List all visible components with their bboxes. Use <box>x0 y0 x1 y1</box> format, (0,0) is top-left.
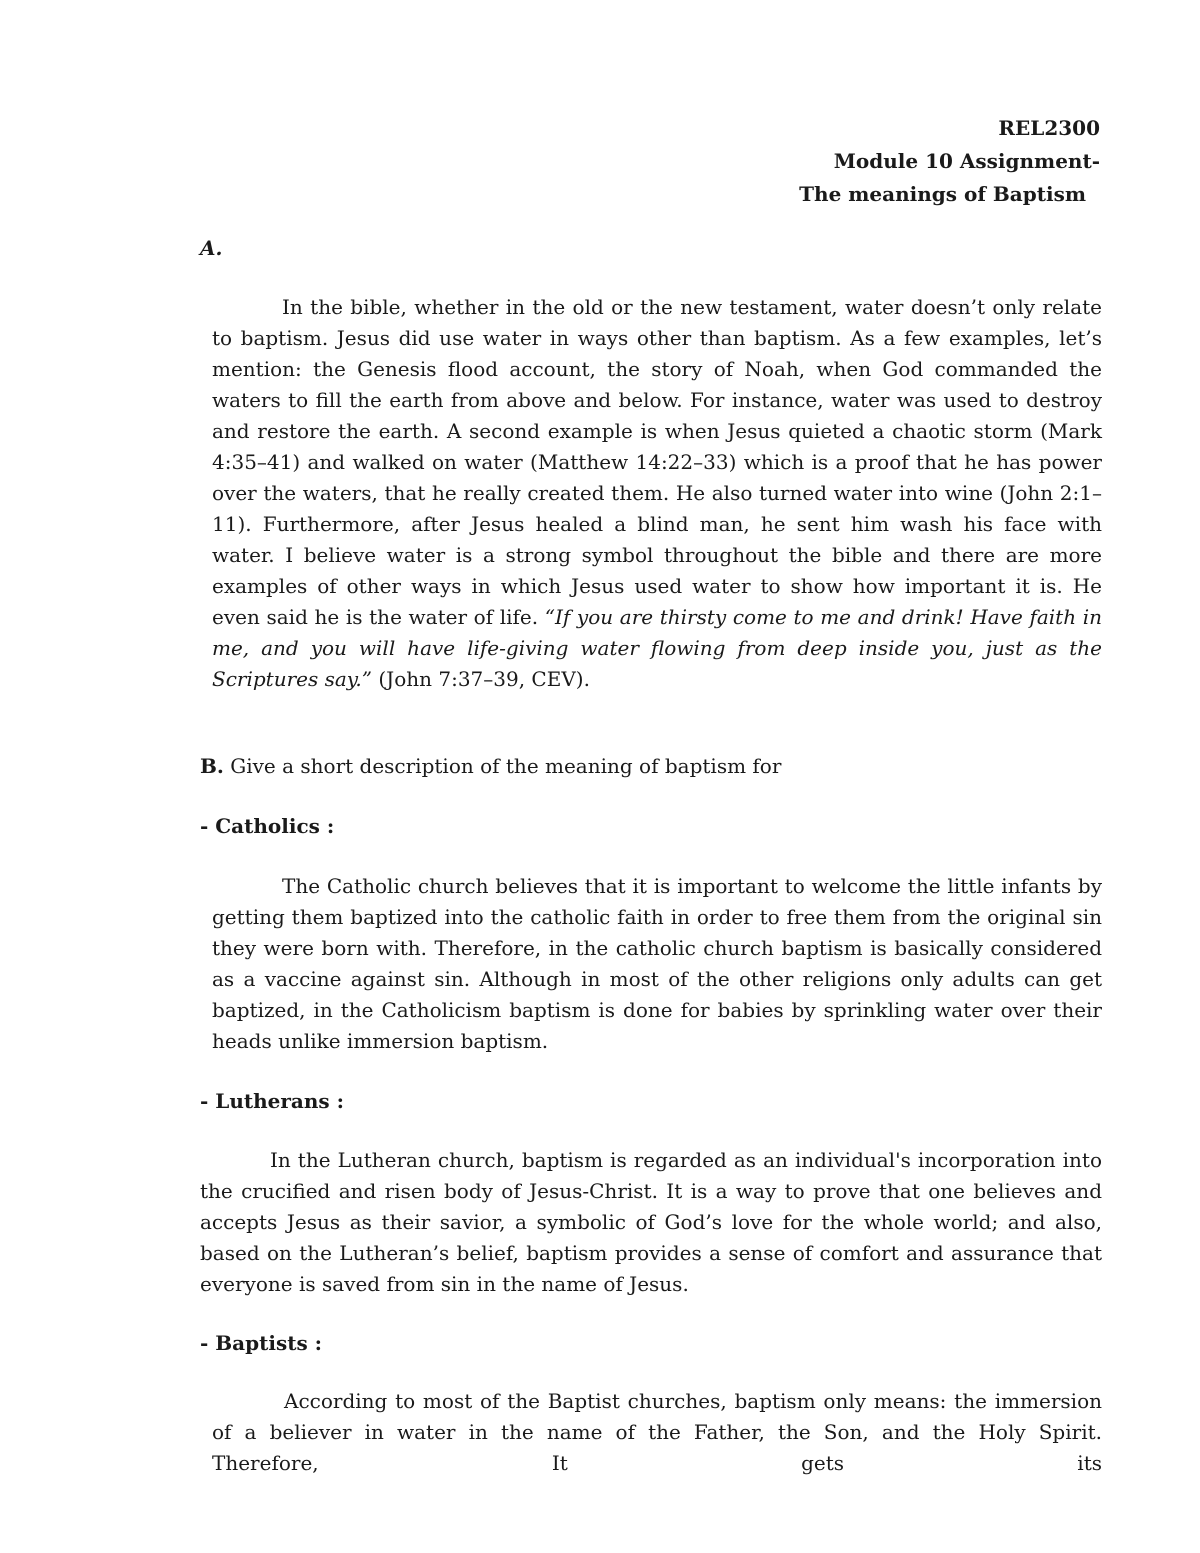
document-title: The meanings of Baptism <box>799 182 1086 206</box>
lutherans-paragraph: In the Lutheran church, baptism is regarded as an individual's incorporation into the crucified and risen body of Jesus-Christ. It is a way to prove that one believes and accepts Jesus as their savior, a symbolic of God’s love for the whole world; and also, based on the Lutheran’s belief, baptism provides a sense of comfort and assurance that everyone is saved from sin in the name of Jesus. <box>200 1148 1102 1296</box>
course-code: REL2300 <box>998 116 1100 140</box>
baptists-body <box>212 1386 1102 1479</box>
section-a-text: In the bible, whether in the old or the new testament, water doesn’t only relate to baptism. Jesus did use water in ways other than baptism. As a few examples, let’s mention: the Genesis flood account, the story of Noah, when God commanded the waters to fill the earth from above and below. For instance, water was used to destroy and restore the earth. A second example is when Jesus quieted a chaotic storm (Mark 4:35–41) and walked on water (Matthew 14:22–33) which is a proof that he has power over the waters, that he really created them. He also turned water into wine (John 2:1–11). Furthermore, after Jesus healed a blind man, he sent him wash his face with water. I believe water is a strong symbol throughout the bible and there are more examples of other ways in which Jesus used water to show how important it is. He even said he is the water of life. <box>212 295 1102 629</box>
catholics-body <box>212 871 1102 1057</box>
catholics-heading: - Catholics : <box>200 814 335 838</box>
section-b-heading <box>200 754 781 778</box>
quote-citation: (John 7:37–39, CEV). <box>378 667 590 691</box>
section-a-body <box>212 292 1102 695</box>
section-b-label: B. <box>200 754 224 778</box>
document-header <box>799 112 1100 211</box>
john-quote: “If you are thirsty come to me and drink! Have faith in me, and you will have life-giving water flowing from deep inside you, just as the Scriptures say.” <box>212 605 1102 691</box>
baptists-paragraph: According to most of the Baptist churches, baptism only means: the immersion of a believer in water in the name of the Father, the Son, and the Holy Spirit. Therefore, It gets its <box>212 1389 1102 1475</box>
section-a-label: A. <box>200 236 223 260</box>
section-b-prompt: Give a short description of the meaning of baptism for <box>230 754 782 778</box>
baptists-heading: - Baptists : <box>200 1331 323 1355</box>
section-a-paragraph <box>212 292 1102 695</box>
lutherans-heading: - Lutherans : <box>200 1089 345 1113</box>
assignment-title: Module 10 Assignment- <box>833 149 1100 173</box>
catholics-paragraph: The Catholic church believes that it is important to welcome the little infants by getting them baptized into the catholic faith in order to free them from the original sin they were born with. Therefore, in the catholic church baptism is basically considered as a vaccine against sin. Although in most of the other religions only adults can get baptized, in the Catholicism baptism is done for babies by sprinkling water over their heads unlike immersion baptism. <box>212 874 1102 1053</box>
lutherans-body <box>200 1145 1102 1300</box>
